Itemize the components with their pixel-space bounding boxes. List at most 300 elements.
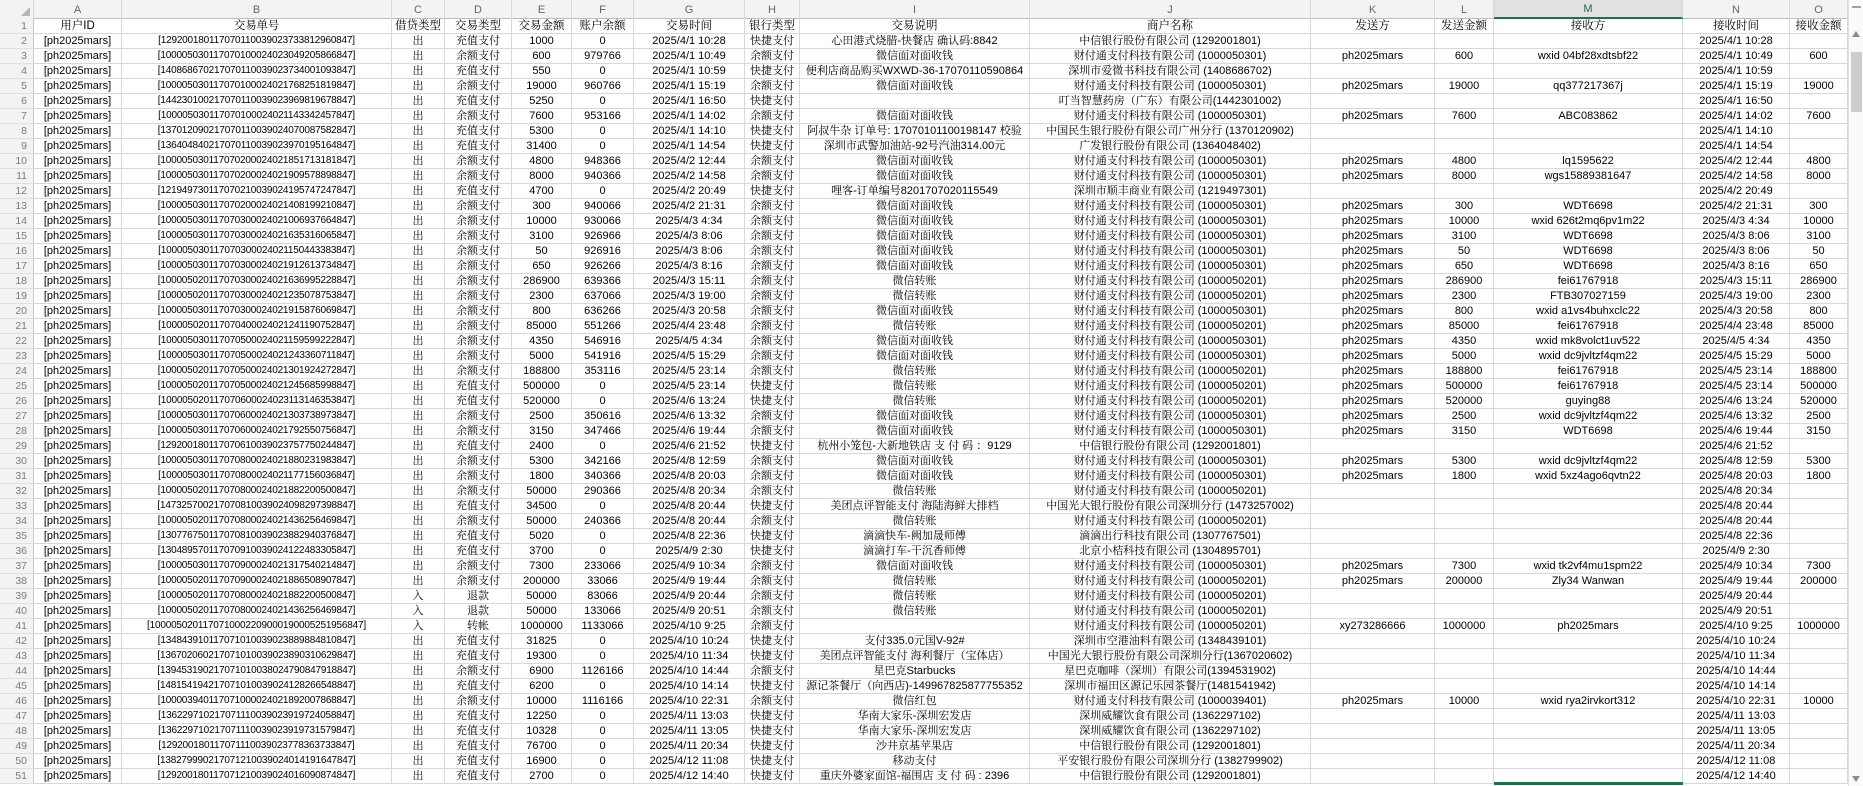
cell[interactable]: 2025/4/8 20:44 [1683, 499, 1790, 514]
cell[interactable]: 2025/4/5 23:14 [634, 379, 745, 394]
cell[interactable]: ph2025mars [1311, 259, 1435, 274]
cell[interactable]: 财付通支付科技有限公司 (1000050301) [1030, 199, 1311, 214]
cell[interactable]: 2025/4/5 15:29 [1683, 349, 1790, 364]
cell[interactable]: 快捷支付 [745, 184, 800, 199]
cell[interactable]: 2025/4/2 14:58 [1683, 169, 1790, 184]
row-header-27[interactable]: 27 [0, 409, 34, 424]
cell[interactable]: 650 [1790, 259, 1848, 274]
cell[interactable]: 2025/4/3 15:11 [634, 274, 745, 289]
cell[interactable]: 2025/4/3 8:16 [634, 259, 745, 274]
cell[interactable]: 充值支付 [445, 124, 512, 139]
cell[interactable]: [ph2025mars] [34, 769, 122, 784]
cell[interactable]: 余额支付 [445, 454, 512, 469]
cell[interactable]: [ph2025mars] [34, 484, 122, 499]
cell[interactable]: 余额支付 [445, 559, 512, 574]
cell[interactable]: 940066 [572, 199, 634, 214]
cell[interactable]: 深圳市武警加油站-92号汽油314.00元 [800, 139, 1030, 154]
cell[interactable]: 2025/4/1 10:49 [1683, 49, 1790, 64]
cell[interactable]: [100005030117070300024021150443383847] [122, 244, 392, 259]
cell[interactable]: 财付通支付科技有限公司 (1000050301) [1030, 559, 1311, 574]
cell[interactable]: 636266 [572, 304, 634, 319]
cell[interactable]: 200000 [512, 574, 572, 589]
cell[interactable]: 出 [392, 664, 445, 679]
row-header-15[interactable]: 15 [0, 229, 34, 244]
cell[interactable]: [121949730117070210039024195747247847] [122, 184, 392, 199]
cell[interactable]: ph2025mars [1311, 409, 1435, 424]
cell[interactable]: 948366 [572, 154, 634, 169]
cell[interactable]: 快捷支付 [745, 94, 800, 109]
cell[interactable]: 188800 [1790, 364, 1848, 379]
cell[interactable]: 出 [392, 754, 445, 769]
row-header-28[interactable]: 28 [0, 424, 34, 439]
cell[interactable]: 微信面对面收钱 [800, 214, 1030, 229]
cell[interactable]: 转帐 [445, 619, 512, 634]
cell[interactable]: 充值支付 [445, 634, 512, 649]
cell[interactable] [1494, 544, 1683, 559]
cell[interactable]: 0 [572, 184, 634, 199]
cell[interactable]: 0 [572, 544, 634, 559]
cell[interactable] [1790, 649, 1848, 664]
cell[interactable]: 快捷支付 [745, 439, 800, 454]
column-title-cell[interactable]: 发送方 [1311, 19, 1435, 34]
column-header-I[interactable]: I [800, 0, 1030, 19]
cell[interactable]: 2025/4/6 21:52 [1683, 439, 1790, 454]
cell[interactable]: [ph2025mars] [34, 379, 122, 394]
cell[interactable]: 7600 [1790, 109, 1848, 124]
cell[interactable]: 源记茶餐厅（向西店)-149967825877755352 [800, 679, 1030, 694]
cell[interactable]: 快捷支付 [745, 139, 800, 154]
cell[interactable]: 余额支付 [745, 334, 800, 349]
cell[interactable]: 出 [392, 484, 445, 499]
cell[interactable]: 2025/4/6 19:44 [634, 424, 745, 439]
cell[interactable]: [ph2025mars] [34, 604, 122, 619]
scrollbar-thumb[interactable] [1851, 52, 1862, 112]
cell[interactable]: 2025/4/5 4:34 [1683, 334, 1790, 349]
cell[interactable]: 微信转账 [800, 379, 1030, 394]
cell[interactable]: [ph2025mars] [34, 634, 122, 649]
cell[interactable] [1435, 589, 1494, 604]
cell[interactable]: 3150 [1435, 424, 1494, 439]
cell[interactable] [1494, 664, 1683, 679]
cell[interactable]: 2025/4/3 4:34 [1683, 214, 1790, 229]
cell[interactable]: 2025/4/3 8:06 [1683, 229, 1790, 244]
cell[interactable]: 出 [392, 139, 445, 154]
cell[interactable] [1435, 484, 1494, 499]
cell[interactable]: [129200180117071110039023778363733847] [122, 739, 392, 754]
cell[interactable]: 637066 [572, 289, 634, 304]
cell[interactable] [1311, 754, 1435, 769]
column-title-cell[interactable]: 交易说明 [800, 19, 1030, 34]
cell[interactable]: 余额支付 [745, 454, 800, 469]
cell[interactable]: [ph2025mars] [34, 514, 122, 529]
row-header-16[interactable]: 16 [0, 244, 34, 259]
cell[interactable]: 2025/4/11 13:05 [634, 724, 745, 739]
cell[interactable]: 余额支付 [445, 574, 512, 589]
cell[interactable]: 2025/4/2 21:31 [634, 199, 745, 214]
cell[interactable]: 余额支付 [445, 229, 512, 244]
cell[interactable]: 余额支付 [745, 514, 800, 529]
cell[interactable]: ph2025mars [1311, 214, 1435, 229]
cell[interactable]: 中国光大银行股份有限公司深圳分行(1367020602) [1030, 649, 1311, 664]
cell[interactable] [1435, 184, 1494, 199]
cell[interactable]: 4350 [1790, 334, 1848, 349]
cell[interactable]: [ph2025mars] [34, 199, 122, 214]
cell[interactable]: 财付通支付科技有限公司 (1000050301) [1030, 304, 1311, 319]
cell[interactable]: 940366 [572, 169, 634, 184]
cell[interactable]: 余额支付 [745, 154, 800, 169]
cell[interactable]: 500000 [1435, 379, 1494, 394]
row-header-13[interactable]: 13 [0, 199, 34, 214]
cell[interactable]: 移动支付 [800, 754, 1030, 769]
cell[interactable] [1311, 679, 1435, 694]
cell[interactable]: 2025/4/9 10:34 [1683, 559, 1790, 574]
cell[interactable] [1311, 139, 1435, 154]
cell[interactable] [1435, 124, 1494, 139]
cell[interactable]: 出 [392, 349, 445, 364]
cell[interactable]: 7300 [512, 559, 572, 574]
cell[interactable]: [ph2025mars] [34, 529, 122, 544]
cell[interactable]: 微信面对面收钱 [800, 349, 1030, 364]
cell[interactable]: 2025/4/9 20:51 [634, 604, 745, 619]
row-header-12[interactable]: 12 [0, 184, 34, 199]
cell[interactable]: 2025/4/10 14:44 [634, 664, 745, 679]
column-header-A[interactable]: A [34, 0, 122, 19]
cell[interactable]: 2025/4/5 15:29 [634, 349, 745, 364]
cell[interactable]: 200000 [1790, 574, 1848, 589]
cell[interactable]: 余额支付 [445, 694, 512, 709]
cell[interactable]: 出 [392, 319, 445, 334]
cell[interactable]: 余额支付 [745, 79, 800, 94]
cell[interactable] [1435, 649, 1494, 664]
cell[interactable]: 353116 [572, 364, 634, 379]
cell[interactable]: 支付335.0元国V-92# [800, 634, 1030, 649]
cell[interactable]: 余额支付 [445, 259, 512, 274]
cell[interactable] [1435, 439, 1494, 454]
cell[interactable]: 微信面对面收钱 [800, 259, 1030, 274]
cell[interactable]: 1800 [1790, 469, 1848, 484]
cell[interactable]: 10328 [512, 724, 572, 739]
cell[interactable]: 余额支付 [445, 664, 512, 679]
cell[interactable]: 财付通支付科技有限公司 (1000050301) [1030, 424, 1311, 439]
cell[interactable]: 快捷支付 [745, 379, 800, 394]
cell[interactable] [1494, 139, 1683, 154]
cell[interactable]: 2025/4/10 9:25 [634, 619, 745, 634]
row-header-23[interactable]: 23 [0, 349, 34, 364]
cell[interactable]: 华南大家乐-深圳宏发店 [800, 724, 1030, 739]
cell[interactable]: 650 [512, 259, 572, 274]
row-header-26[interactable]: 26 [0, 394, 34, 409]
cell[interactable]: [ph2025mars] [34, 439, 122, 454]
cell[interactable]: 出 [392, 424, 445, 439]
cell[interactable]: [ph2025mars] [34, 559, 122, 574]
row-header-50[interactable]: 50 [0, 754, 34, 769]
cell[interactable] [1494, 184, 1683, 199]
cell[interactable] [1311, 499, 1435, 514]
cell[interactable] [1435, 64, 1494, 79]
cell[interactable]: 余额支付 [745, 259, 800, 274]
row-header-47[interactable]: 47 [0, 709, 34, 724]
cell[interactable]: 出 [392, 124, 445, 139]
cell[interactable]: [ph2025mars] [34, 349, 122, 364]
cell[interactable] [1311, 529, 1435, 544]
cell[interactable]: 余额支付 [445, 334, 512, 349]
cell[interactable]: [100005030117070800024021177156036847] [122, 469, 392, 484]
cell[interactable]: [138279990217071210039024014191647847] [122, 754, 392, 769]
cell[interactable]: wxid 626t2mq6pv1m22 [1494, 214, 1683, 229]
cell[interactable]: [100005030117070200024021851713181847] [122, 154, 392, 169]
cell[interactable] [1311, 634, 1435, 649]
cell[interactable]: [100005030117070200024021408199210847] [122, 199, 392, 214]
column-header-J[interactable]: J [1030, 0, 1311, 19]
cell[interactable]: 财付通支付科技有限公司 (1000050301) [1030, 244, 1311, 259]
cell[interactable]: ph2025mars [1311, 229, 1435, 244]
cell[interactable]: [ph2025mars] [34, 154, 122, 169]
cell[interactable]: [ph2025mars] [34, 304, 122, 319]
cell[interactable]: [100005030117070300024021912613734847] [122, 259, 392, 274]
cell[interactable]: 300 [512, 199, 572, 214]
cell[interactable] [1435, 34, 1494, 49]
cell[interactable]: [100005020117070800024021882200500847] [122, 589, 392, 604]
cell[interactable]: 2025/4/8 20:34 [634, 484, 745, 499]
cell[interactable]: 34500 [512, 499, 572, 514]
cell[interactable]: [134843910117071010039023889884810847] [122, 634, 392, 649]
cell[interactable]: 出 [392, 529, 445, 544]
column-header-O[interactable]: O [1790, 0, 1848, 19]
cell[interactable]: 出 [392, 169, 445, 184]
cell[interactable]: [ph2025mars] [34, 589, 122, 604]
cell[interactable]: [100005030117070800024021880231983847] [122, 454, 392, 469]
cell[interactable]: [ph2025mars] [34, 319, 122, 334]
cell[interactable]: 充值支付 [445, 769, 512, 784]
row-header-2[interactable]: 2 [0, 34, 34, 49]
cell[interactable] [1435, 514, 1494, 529]
column-title-cell[interactable]: 交易单号 [122, 19, 392, 34]
cell[interactable] [1435, 739, 1494, 754]
cell[interactable]: 960766 [572, 79, 634, 94]
cell[interactable]: [ph2025mars] [34, 664, 122, 679]
cell[interactable]: 微信面对面收钱 [800, 409, 1030, 424]
cell[interactable]: 2025/4/1 16:50 [1683, 94, 1790, 109]
cell[interactable]: 充值支付 [445, 649, 512, 664]
cell[interactable]: [ph2025mars] [34, 499, 122, 514]
cell[interactable]: 余额支付 [445, 409, 512, 424]
cell[interactable]: [129200180117071210039024016090874847] [122, 769, 392, 784]
cell[interactable] [1790, 64, 1848, 79]
cell[interactable]: [100005020117070400024021241190752847] [122, 319, 392, 334]
cell[interactable]: ph2025mars [1311, 244, 1435, 259]
cell[interactable] [1435, 664, 1494, 679]
cell[interactable]: 2025/4/5 4:34 [634, 334, 745, 349]
cell[interactable]: 10000 [1435, 694, 1494, 709]
cell[interactable] [1311, 184, 1435, 199]
scrollbar-splitter-icon[interactable] [1852, 6, 1861, 8]
cell[interactable]: 2025/4/8 20:34 [1683, 484, 1790, 499]
cell[interactable]: 85000 [512, 319, 572, 334]
cell[interactable]: wxid dc9jvltzf4qm22 [1494, 349, 1683, 364]
column-header-L[interactable]: L [1435, 0, 1494, 19]
cell[interactable]: [136702060217071010039023890310629847] [122, 649, 392, 664]
cell[interactable]: 85000 [1435, 319, 1494, 334]
cell[interactable]: 微信红包 [800, 694, 1030, 709]
cell[interactable]: 叮当智慧药房（广东）有限公司(1442301002) [1030, 94, 1311, 109]
cell[interactable]: 哩客-订单编号8201707020115549 [800, 184, 1030, 199]
cell[interactable]: 650 [1435, 259, 1494, 274]
cell[interactable]: 余额支付 [445, 364, 512, 379]
cell[interactable]: 2025/4/2 14:58 [634, 169, 745, 184]
cell[interactable]: 快捷支付 [745, 544, 800, 559]
cell[interactable]: 4800 [1435, 154, 1494, 169]
cell[interactable]: wxid mk8volct1uv522 [1494, 334, 1683, 349]
cell[interactable]: 微信面对面收钱 [800, 334, 1030, 349]
cell[interactable]: 出 [392, 274, 445, 289]
cell[interactable] [1494, 724, 1683, 739]
cell[interactable]: 出 [392, 544, 445, 559]
cell[interactable]: 出 [392, 469, 445, 484]
cell[interactable]: 979766 [572, 49, 634, 64]
cell[interactable]: 微信转账 [800, 319, 1030, 334]
cell[interactable]: 2400 [512, 439, 572, 454]
cell[interactable]: 2025/4/1 10:49 [634, 49, 745, 64]
cell[interactable]: 1133066 [572, 619, 634, 634]
cell[interactable]: 出 [392, 439, 445, 454]
cell[interactable]: 余额支付 [745, 364, 800, 379]
cell[interactable] [1790, 769, 1848, 784]
cell[interactable]: 微信转账 [800, 574, 1030, 589]
cell[interactable]: 深圳市空港油料有限公司 (1348439101) [1030, 634, 1311, 649]
cell[interactable]: 0 [572, 529, 634, 544]
row-header-36[interactable]: 36 [0, 544, 34, 559]
cell[interactable]: [ph2025mars] [34, 754, 122, 769]
cell[interactable]: [ph2025mars] [34, 649, 122, 664]
cell[interactable]: [ph2025mars] [34, 724, 122, 739]
cell[interactable]: 余额支付 [445, 289, 512, 304]
cell[interactable]: 600 [1790, 49, 1848, 64]
cell[interactable]: 2025/4/9 2:30 [1683, 544, 1790, 559]
cell[interactable]: 余额支付 [745, 409, 800, 424]
cell[interactable]: 余额支付 [745, 109, 800, 124]
column-header-H[interactable]: H [745, 0, 800, 19]
cell[interactable]: 2025/4/6 13:24 [634, 394, 745, 409]
cell[interactable]: 余额支付 [745, 484, 800, 499]
cell[interactable]: 2025/4/3 20:58 [1683, 304, 1790, 319]
cell[interactable]: 2025/4/2 21:31 [1683, 199, 1790, 214]
cell[interactable]: [100005020117070300024021636995228847] [122, 274, 392, 289]
cell[interactable]: 余额支付 [445, 274, 512, 289]
cell[interactable]: 926266 [572, 259, 634, 274]
cell[interactable]: WDT6698 [1494, 259, 1683, 274]
cell[interactable]: 2025/4/6 13:32 [634, 409, 745, 424]
cell[interactable]: 快捷支付 [745, 34, 800, 49]
cell[interactable]: [136404840217070110039023970195164847] [122, 139, 392, 154]
cell[interactable]: [100005030117070500024021243360711847] [122, 349, 392, 364]
cell[interactable]: 2025/4/2 20:49 [1683, 184, 1790, 199]
column-title-cell[interactable]: 借贷类型 [392, 19, 445, 34]
cell[interactable]: 余额支付 [745, 214, 800, 229]
cell[interactable]: 中国民生银行股份有限公司广州分行 (1370120902) [1030, 124, 1311, 139]
cell[interactable]: 星巴克咖啡（深圳）有限公司(1394531902) [1030, 664, 1311, 679]
cell[interactable] [1790, 124, 1848, 139]
cell[interactable]: guying88 [1494, 394, 1683, 409]
cell[interactable]: 出 [392, 379, 445, 394]
cell[interactable] [1790, 484, 1848, 499]
cell[interactable]: 4800 [1790, 154, 1848, 169]
cell[interactable]: 微信面对面收钱 [800, 154, 1030, 169]
cell[interactable]: 出 [392, 454, 445, 469]
row-header-9[interactable]: 9 [0, 139, 34, 154]
cell[interactable]: 出 [392, 109, 445, 124]
cell[interactable]: ph2025mars [1311, 109, 1435, 124]
cell[interactable]: 北京小桔科技有限公司 (1304895701) [1030, 544, 1311, 559]
cell[interactable]: 余额支付 [445, 214, 512, 229]
cell[interactable]: [130776750117070810039023882940376847] [122, 529, 392, 544]
cell[interactable] [1435, 769, 1494, 784]
cell[interactable]: 5000 [1790, 349, 1848, 364]
cell[interactable]: [100005030117070300024021635316065847] [122, 229, 392, 244]
row-header-51[interactable]: 51 [0, 769, 34, 784]
cell[interactable]: 286900 [512, 274, 572, 289]
cell[interactable]: 2500 [1435, 409, 1494, 424]
cell[interactable]: [130489570117070910039024122483305847] [122, 544, 392, 559]
cell[interactable]: 0 [572, 709, 634, 724]
cell[interactable]: 微信面对面收钱 [800, 49, 1030, 64]
cell[interactable]: 平安银行股份有限公司深圳分行 (1382799902) [1030, 754, 1311, 769]
cell[interactable]: 2300 [512, 289, 572, 304]
cell[interactable]: 2025/4/10 10:24 [1683, 634, 1790, 649]
cell[interactable]: 财付通支付科技有限公司 (1000050301) [1030, 214, 1311, 229]
cell[interactable]: 4800 [512, 154, 572, 169]
cell[interactable]: 出 [392, 634, 445, 649]
cell[interactable] [1494, 34, 1683, 49]
cell[interactable]: [100005030117070600024021303738973847] [122, 409, 392, 424]
cell[interactable]: ph2025mars [1311, 79, 1435, 94]
cell[interactable]: 充值支付 [445, 709, 512, 724]
cell[interactable]: 滴滴快车-阙加晟师傅 [800, 529, 1030, 544]
cell[interactable] [1494, 499, 1683, 514]
cell[interactable] [1790, 724, 1848, 739]
cell[interactable] [1311, 439, 1435, 454]
cell[interactable]: 19000 [1435, 79, 1494, 94]
cell[interactable]: 出 [392, 49, 445, 64]
cell[interactable]: 2025/4/6 13:32 [1683, 409, 1790, 424]
cell[interactable]: 星巴克Starbucks [800, 664, 1030, 679]
cell[interactable] [1790, 34, 1848, 49]
cell[interactable] [1311, 604, 1435, 619]
cell[interactable]: 8000 [1790, 169, 1848, 184]
cell[interactable]: 340366 [572, 469, 634, 484]
cell[interactable] [1311, 664, 1435, 679]
cell[interactable]: 8000 [1435, 169, 1494, 184]
cell[interactable]: ph2025mars [1311, 394, 1435, 409]
cell[interactable]: 0 [572, 439, 634, 454]
row-header-4[interactable]: 4 [0, 64, 34, 79]
column-header-C[interactable]: C [392, 0, 445, 19]
cell[interactable]: [100005020117070300024021235078753847] [122, 289, 392, 304]
cell[interactable]: [100005020117070800024021436256469847] [122, 604, 392, 619]
cell[interactable] [1790, 664, 1848, 679]
cell[interactable]: 财付通支付科技有限公司 (1000050301) [1030, 229, 1311, 244]
cell[interactable]: 财付通支付科技有限公司 (1000050201) [1030, 484, 1311, 499]
cell[interactable] [1790, 634, 1848, 649]
cell[interactable]: 10000 [1435, 214, 1494, 229]
cell[interactable]: [100005030117070300024021006937664847] [122, 214, 392, 229]
cell[interactable] [1790, 529, 1848, 544]
row-header-38[interactable]: 38 [0, 574, 34, 589]
cell[interactable]: 2025/4/2 12:44 [1683, 154, 1790, 169]
cell[interactable]: [ph2025mars] [34, 739, 122, 754]
cell[interactable]: 1000000 [512, 619, 572, 634]
cell[interactable]: 余额支付 [745, 619, 800, 634]
cell[interactable]: 快捷支付 [745, 709, 800, 724]
